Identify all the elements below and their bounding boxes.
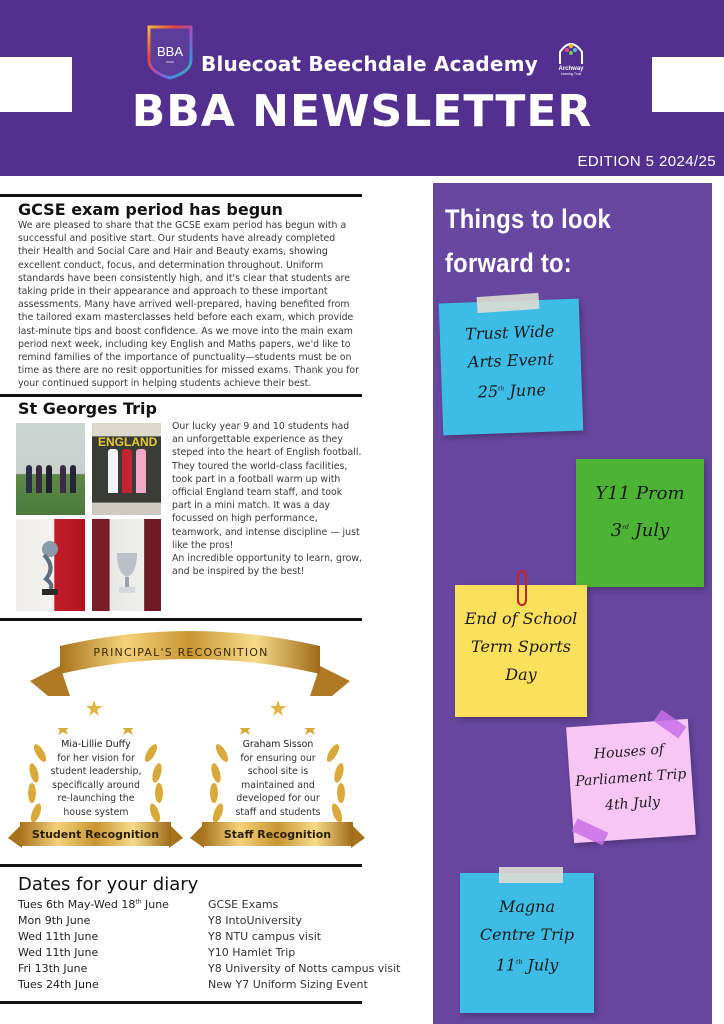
svg-text:Learning Trust: Learning Trust bbox=[560, 72, 582, 76]
sidebar-title: Things to look forward to: bbox=[445, 204, 612, 278]
trophy-icon bbox=[38, 537, 62, 597]
award-recipient-name: Graham Sisson bbox=[242, 739, 314, 750]
text-line: like the pros! bbox=[172, 539, 234, 551]
text-line: Our lucky year 9 and 10 students had bbox=[172, 421, 350, 432]
diary-date: Fri 13th June bbox=[18, 962, 88, 975]
sticky-note-magna-trip: Magna Centre Trip 11th July bbox=[460, 873, 594, 1013]
trip-photo-training bbox=[16, 423, 85, 515]
text-line: focussed on high performance, bbox=[172, 513, 318, 525]
diary-row bbox=[18, 978, 418, 994]
text-line: remind families of the importance of punctuality—students must be on bbox=[18, 352, 352, 364]
text-line: took part in a football warm up with bbox=[172, 473, 341, 485]
diary-event: Y8 University of Notts campus visit bbox=[208, 962, 401, 975]
sticky-note-sports-day: End of School Term Sports Day bbox=[455, 585, 587, 717]
text-line: the tailored exam masterclasses held before each exam, which provide bbox=[18, 312, 354, 324]
text-line: school site is bbox=[247, 766, 309, 777]
text-line: successful and positive start. Our students have already completed bbox=[18, 233, 336, 245]
archway-trust-logo-icon bbox=[556, 38, 586, 76]
award-student bbox=[8, 728, 183, 878]
text-line: taking pride in their appearance and approach to these important bbox=[18, 286, 328, 298]
diary-row bbox=[18, 962, 418, 978]
text-line: their Health and Social Care and Hair and Beauty exams, showing bbox=[18, 246, 328, 258]
text-line: steped into the heart of English football. bbox=[172, 447, 362, 459]
diary-event: New Y7 Uniform Sizing Event bbox=[208, 978, 368, 991]
award-recipient-name: Mia-Lillie Duffy bbox=[61, 739, 131, 750]
text-line: house system bbox=[63, 806, 129, 818]
gcse-article bbox=[18, 219, 368, 391]
england-sign: ENGLAND bbox=[98, 435, 158, 449]
text-line: for her vision for bbox=[57, 752, 135, 764]
text-line: time as there are no resit opportunities for missed exams. Thank you for bbox=[18, 365, 360, 377]
diary-event: Y10 Hamlet Trip bbox=[208, 946, 296, 959]
trip-article bbox=[172, 420, 372, 578]
diary-row bbox=[18, 898, 418, 914]
text-line: They toured the world-class facilities, bbox=[172, 460, 348, 472]
section-divider bbox=[0, 194, 362, 197]
edition-label: EDITION 5 2024/25 bbox=[577, 153, 716, 170]
diary-row bbox=[18, 946, 418, 962]
section-divider bbox=[0, 394, 362, 397]
award-staff bbox=[190, 728, 365, 878]
diary-date: Tues 6th May-Wed 18th June bbox=[18, 898, 169, 911]
text-line: excellent conduct, focus, and determination throughout. Uniform bbox=[18, 259, 324, 271]
text-line: maintained and bbox=[241, 779, 315, 791]
text-line: We are pleased to share that the GCSE exam period has begun with a bbox=[18, 220, 347, 231]
text-line: for ensuring our bbox=[240, 752, 316, 764]
trip-photo-england-wall bbox=[92, 423, 161, 515]
text-line: staff and students bbox=[235, 806, 321, 818]
newsletter-title: BBA NEWSLETTER bbox=[131, 86, 593, 137]
award-banner-label: Student Recognition bbox=[31, 828, 160, 841]
trophy-icon bbox=[112, 545, 142, 605]
section-divider bbox=[0, 618, 362, 621]
text-line: assessments. Many have arrived well-prepared, having benefited from bbox=[18, 299, 350, 311]
award-banner-label: Staff Recognition bbox=[223, 828, 332, 841]
text-line: official England team staff, and took bbox=[172, 487, 343, 499]
gcse-heading: GCSE exam period has begun bbox=[18, 200, 283, 219]
sticky-note-prom: Y11 Prom 3rd July bbox=[576, 459, 704, 587]
trip-photo-trophy-2 bbox=[92, 519, 161, 611]
text-line: and be inspired by the best! bbox=[172, 566, 305, 578]
sticky-note-arts-event: Trust Wide Arts Event 25th June bbox=[439, 299, 584, 436]
tape-icon bbox=[499, 867, 563, 883]
diary-event: GCSE Exams bbox=[208, 898, 279, 911]
svg-text:Archway: Archway bbox=[558, 66, 584, 72]
diary-date: Wed 11th June bbox=[18, 930, 99, 943]
section-divider bbox=[0, 864, 362, 867]
text-line: last-minute tips and boost confidence. As we move into the main exam bbox=[18, 325, 353, 337]
section-divider bbox=[0, 1001, 362, 1004]
text-line: An incredible opportunity to learn, grow, bbox=[172, 553, 362, 565]
svg-text:BBA: BBA bbox=[156, 44, 184, 59]
text-line: your continued support in helping students achieve their best. bbox=[18, 378, 312, 390]
diary-date: Wed 11th June bbox=[18, 946, 99, 959]
trip-photo-trophy-1 bbox=[16, 519, 85, 611]
diary-date: Mon 9th June bbox=[18, 914, 91, 927]
principals-recognition-ribbon bbox=[30, 626, 350, 716]
text-line: standards have been consistently high, and it's clear that students are bbox=[18, 272, 350, 284]
school-name: Bluecoat Beechdale Academy bbox=[201, 52, 538, 76]
text-line: specifically around bbox=[52, 779, 140, 791]
school-shield-logo-icon bbox=[146, 24, 194, 80]
text-line: developed for our bbox=[236, 793, 320, 804]
text-line: part in a mini match. It was a day bbox=[172, 500, 330, 512]
trip-heading: St Georges Trip bbox=[18, 399, 157, 418]
ribbon-title: PRINCIPAL'S RECOGNITION bbox=[93, 646, 269, 659]
diary-event: Y8 NTU campus visit bbox=[208, 930, 322, 943]
text-line: student leadership, bbox=[50, 766, 142, 777]
diary-row bbox=[18, 914, 418, 930]
diary-event: Y8 IntoUniversity bbox=[208, 914, 302, 927]
things-to-look-forward-to-panel bbox=[433, 183, 712, 1024]
sticky-note-parliament-trip: Houses of Parliament Trip 4th July bbox=[566, 719, 696, 843]
text-line: re-launching the bbox=[57, 793, 135, 804]
text-line: an unforgettable experience as they bbox=[172, 434, 343, 446]
diary-heading: Dates for your diary bbox=[18, 874, 199, 895]
diary-date: Tues 24th June bbox=[18, 978, 99, 991]
text-line: period next week, including key English and Maths papers, we'd like to bbox=[18, 338, 351, 350]
diary-row bbox=[18, 930, 418, 946]
paperclip-icon bbox=[513, 569, 529, 607]
newsletter-header bbox=[0, 0, 724, 176]
text-line: teamwork, and intense discipline — just bbox=[172, 526, 360, 538]
